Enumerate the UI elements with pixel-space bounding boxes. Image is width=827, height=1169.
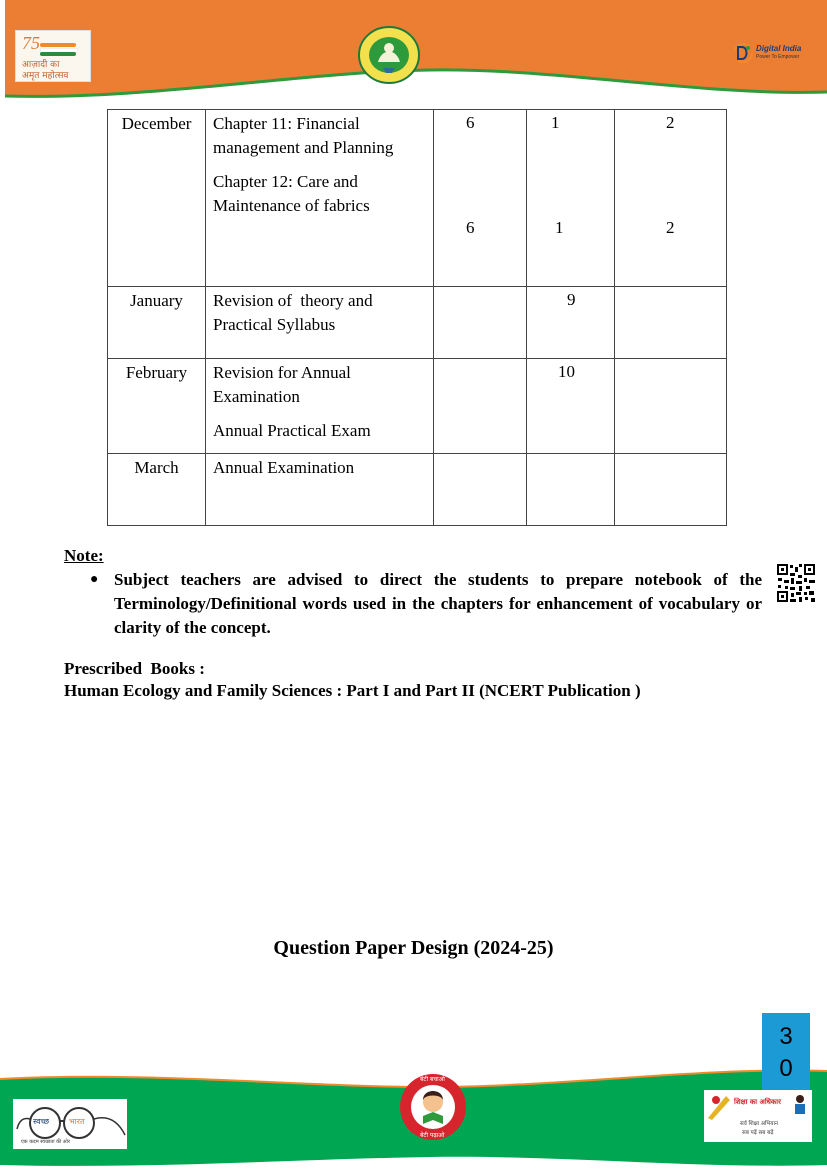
- shiksha-line2: सब पढ़ें सब बढ़ें: [742, 1130, 774, 1136]
- digital-india-tagline: Power To Empower: [756, 54, 800, 60]
- value-cell: [434, 110, 527, 287]
- topic-text: Annual Examination: [213, 458, 355, 477]
- beti-bachao-beti-padhao-logo: [398, 1072, 468, 1142]
- question-paper-design-title: Question Paper Design (2024-25): [273, 937, 554, 959]
- value-cell: [434, 359, 527, 454]
- topic-cell: [206, 110, 434, 287]
- prescribed-books-text: Human Ecology and Family Sciences : Part I and Part II (NCERT Publication ): [64, 681, 641, 700]
- topic-text: Annual Practical Exam: [213, 421, 371, 440]
- value-cell: [615, 287, 727, 359]
- value-cell: [434, 287, 527, 359]
- swachh-tagline: एक कदम स्वच्छता की ओर: [21, 1139, 70, 1145]
- value-cell: [615, 454, 727, 526]
- digital-india-logo: [732, 40, 812, 70]
- azadi-ka-amrit-mahotsav-logo: [15, 30, 91, 82]
- value-cell: [527, 359, 615, 454]
- shiksha-ka-adhikar-logo: [704, 1090, 812, 1142]
- beti-top-text: बेटी बचाओ: [420, 1076, 445, 1083]
- page-number-digit: 0: [779, 1055, 793, 1082]
- bullet-icon: ●: [90, 572, 99, 587]
- table-row: [108, 110, 727, 287]
- logo-line1: आज़ादी का: [22, 60, 60, 70]
- month-cell: January: [108, 287, 206, 359]
- topic-cell: [206, 454, 434, 526]
- value-cell: [527, 287, 615, 359]
- child-figure-icon: [790, 1094, 810, 1120]
- swachh-bharat-logo: [13, 1099, 127, 1149]
- topic-text: Revision for Annual Examination: [213, 363, 351, 406]
- value-text: 9: [567, 290, 576, 309]
- children-pencil-icon: [706, 1092, 732, 1120]
- page-number-digit: 3: [779, 1023, 793, 1050]
- table-row: [108, 359, 727, 454]
- topic-text: Chapter 11: Financial management and Planning: [213, 114, 394, 157]
- table-row: [108, 454, 727, 526]
- note-label: Note:: [64, 546, 104, 565]
- syllabus-schedule-table: [107, 109, 727, 526]
- topic-text: Chapter 12: Care and Maintenance of fabrics: [213, 172, 370, 215]
- value-text: 2: [666, 113, 675, 132]
- value-cell: [527, 110, 615, 287]
- value-text: 1: [555, 218, 564, 237]
- note-text: Subject teachers are advised to direct the students to prepare notebook of the Terminology/Definitional words used in the chapters for enhancement of vocabulary or clarity of the concept.: [114, 570, 762, 637]
- logo-line2: अमृत महोत्सव: [22, 71, 69, 81]
- value-text: 6: [466, 113, 475, 132]
- shiksha-title: शिक्षा का अधिकार: [734, 1098, 781, 1106]
- bharat-word: भारत: [69, 1117, 85, 1126]
- value-cell: [615, 359, 727, 454]
- digital-india-title: Digital India: [756, 44, 802, 53]
- value-cell: [434, 454, 527, 526]
- topic-text: Revision of theory and Practical Syllabus: [213, 291, 377, 334]
- note-section: [64, 546, 764, 637]
- value-text: 6: [466, 218, 475, 237]
- topic-cell: [206, 287, 434, 359]
- logo-number: 75: [22, 33, 40, 53]
- page-number: [762, 1013, 810, 1091]
- digital-india-mark-icon: [732, 42, 754, 64]
- ncert-emblem-icon: [358, 26, 420, 84]
- topic-cell: [206, 359, 434, 454]
- swachh-word: स्वच्छ: [33, 1117, 50, 1126]
- month-cell: February: [108, 359, 206, 454]
- value-text: 2: [666, 218, 675, 237]
- month-cell: December: [108, 110, 206, 287]
- value-cell: [527, 454, 615, 526]
- prescribed-books-label: Prescribed Books :: [64, 659, 205, 678]
- month-cell: March: [108, 454, 206, 526]
- value-text: 10: [558, 362, 575, 381]
- beti-bottom-text: बेटी पढ़ाओ: [420, 1132, 445, 1139]
- qr-code-icon: [776, 563, 816, 603]
- shiksha-line1: सर्व शिक्षा अभियान: [740, 1121, 778, 1127]
- value-cell: [615, 110, 727, 287]
- value-text: 1: [551, 113, 560, 132]
- table-row: [108, 287, 727, 359]
